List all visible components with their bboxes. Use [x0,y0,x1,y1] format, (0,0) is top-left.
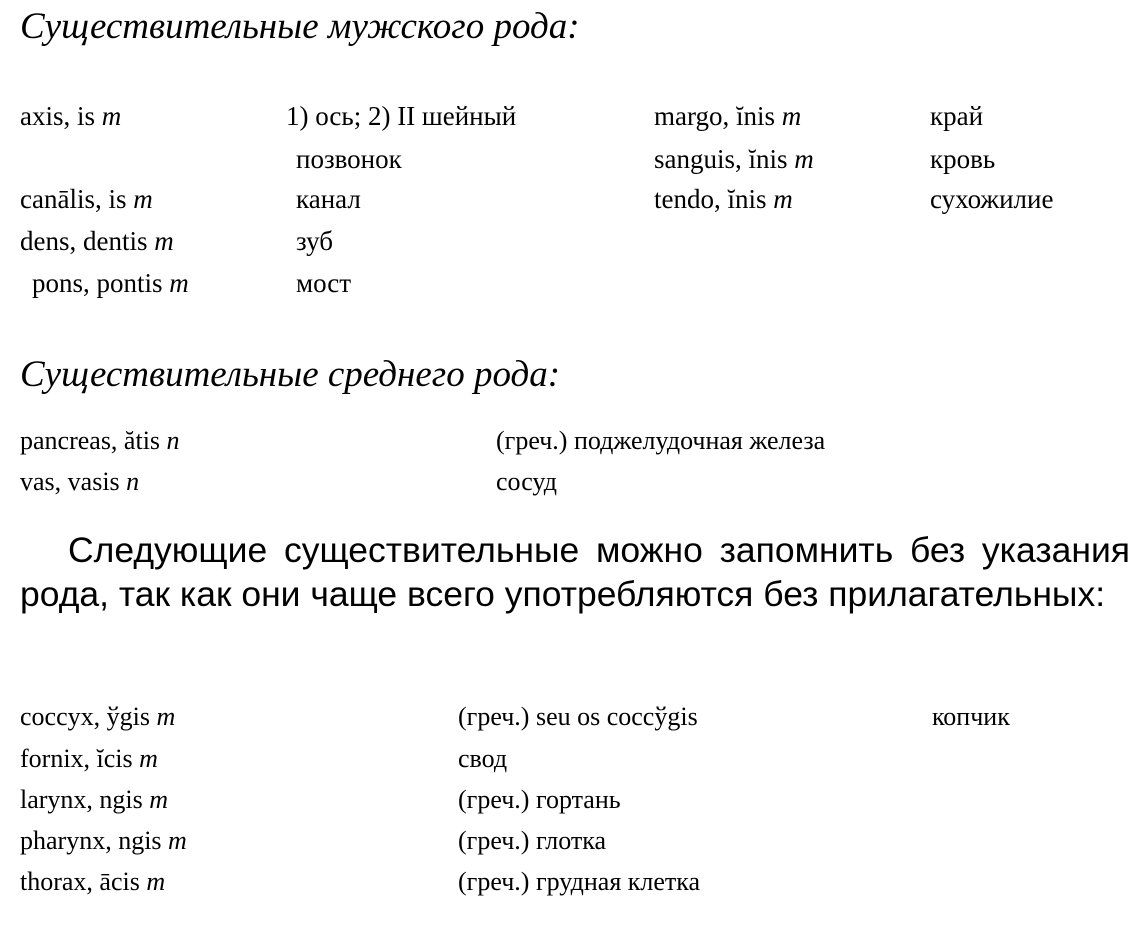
greek-note: (греч.) грудная клетка [458,867,701,896]
latin-term: pancreas, ătis n [20,426,180,455]
latin-term: tendo, ĭnis m [654,184,793,214]
heading-neuter: Существительные среднего рода: [20,354,561,395]
latin-term: dens, dentis m [20,226,174,256]
latin-term: canālis, is m [20,184,153,214]
translation: мост [296,268,352,298]
latin-term: pharynx, ngis m [20,826,187,855]
translation: 1) ось; 2) II шейный [286,101,517,131]
latin-term: axis, is m [20,101,122,131]
latin-term: vas, vasis n [20,467,140,496]
latin-term: coccyx, ўgis m [20,702,176,731]
latin-term: fornix, ĭcis m [20,744,158,773]
paragraph-text: Следующие существительные можно запомнить без указания рода, так как они чаще всего употребляются без прилагательных: [20,530,1130,614]
latin-term: larynx, ngis m [20,785,169,814]
translation: кровь [930,144,996,174]
heading-masculine: Существительные мужского рода: [20,6,580,47]
translation: сосуд [496,467,557,496]
greek-note: (греч.) глотка [458,826,607,855]
latin-term: thorax, ācis m [20,867,166,896]
greek-note: (греч.) гортань [458,785,621,814]
latin-term: margo, ĭnis m [654,101,802,131]
translation: зуб [296,226,333,256]
translation: край [930,101,984,131]
latin-term: pons, pontis m [32,268,189,298]
greek-note: свод [458,744,508,773]
translation: копчик [932,702,1010,731]
translation: (греч.) поджелудочная железа [496,426,826,455]
translation: позвонок [296,144,402,174]
translation: канал [296,184,361,214]
latin-term: sanguis, ĭnis m [654,144,814,174]
translation: сухожилие [930,184,1054,214]
greek-note: (греч.) seu os coccўgis [458,702,698,731]
